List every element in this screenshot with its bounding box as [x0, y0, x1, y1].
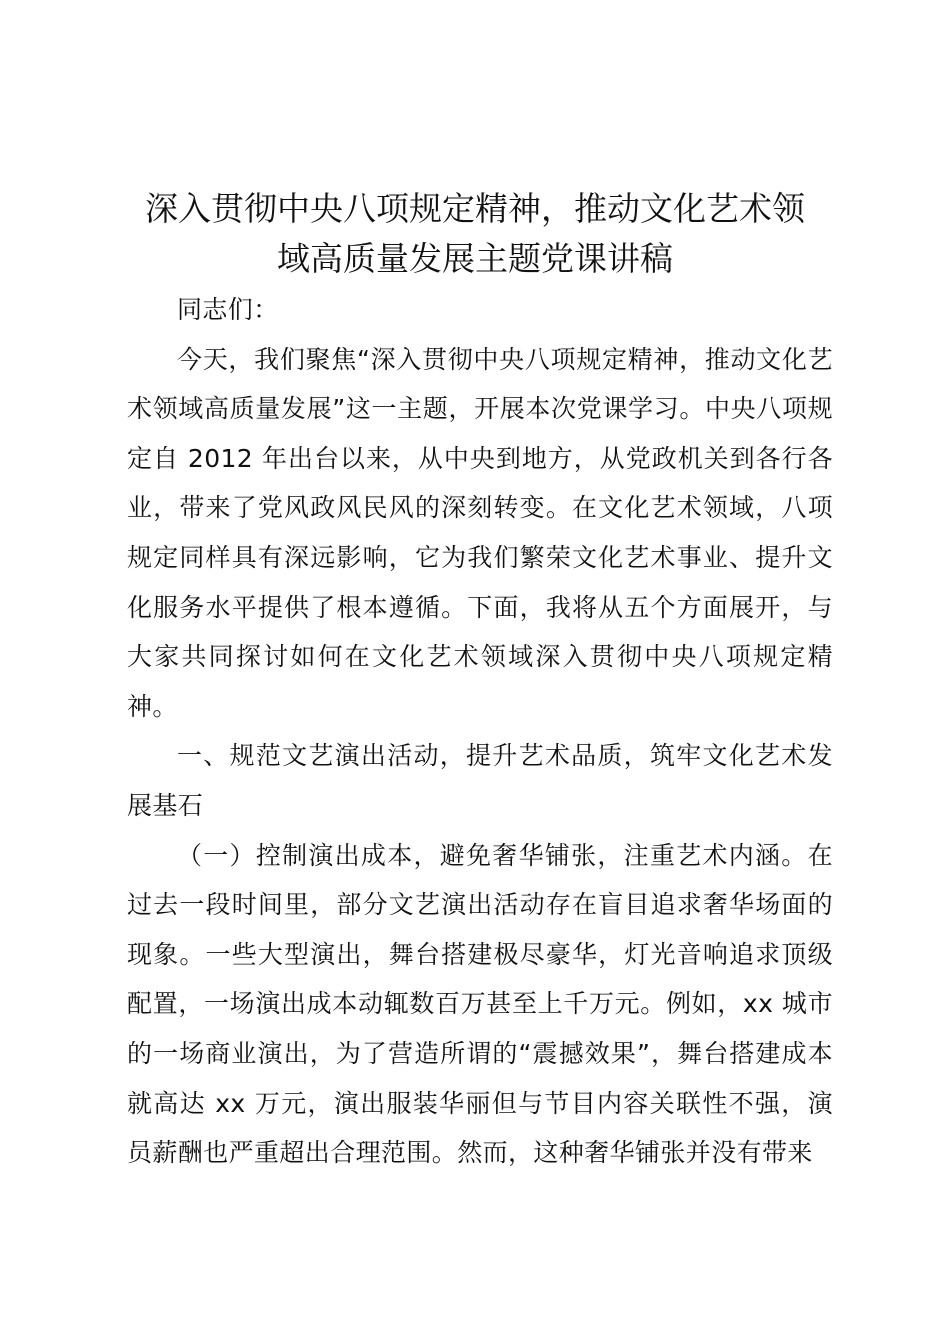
document-body	[127, 285, 833, 1178]
section-heading-1: 一、规范文艺演出活动，提升艺术品质，筑牢文化艺术发展基石	[127, 741, 833, 820]
title-line-1: 深入贯彻中央八项规定精神，推动文化艺术领	[145, 189, 805, 228]
subsection-paragraph-1: （一）控制演出成本，避免奢华铺张，注重艺术内涵。在过去一段时间里，部分文艺演出活动存在盲目追求奢华场面的现象。一些大型演出，舞台搭建极尽豪华，灯光音响追求顶级配置，一场演出成本动辄数百万甚至上千万元。例如，xx 城市的一场商业演出，为了营造所谓的“震撼效果”，舞台搭建成本就高达 xx 万元，演出服装华丽但与节目内容关联性不强，演员薪酬也严重超出合理范围。然而，这种奢华铺张并没有带来	[127, 840, 833, 1168]
intro-paragraph: 今天，我们聚焦“深入贯彻中央八项规定精神，推动文化艺术领域高质量发展”这一主题，开展本次党课学习。中央八项规定自 2012 年出台以来，从中央到地方，从党政机关到各行各业，带来了党风政风民风的深刻转变。在文化艺术领域，八项规定同样具有深远影响，它为我们繁荣文化艺术事业、提升文化服务水平提供了根本遵循。下面，我将从五个方面展开，与大家共同探讨如何在文化艺术领域深入贯彻中央八项规定精神。	[127, 344, 833, 721]
document-title	[118, 184, 832, 284]
title-line-2: 域高质量发展主题党课讲稿	[277, 239, 673, 278]
salutation: 同志们：	[177, 295, 279, 324]
